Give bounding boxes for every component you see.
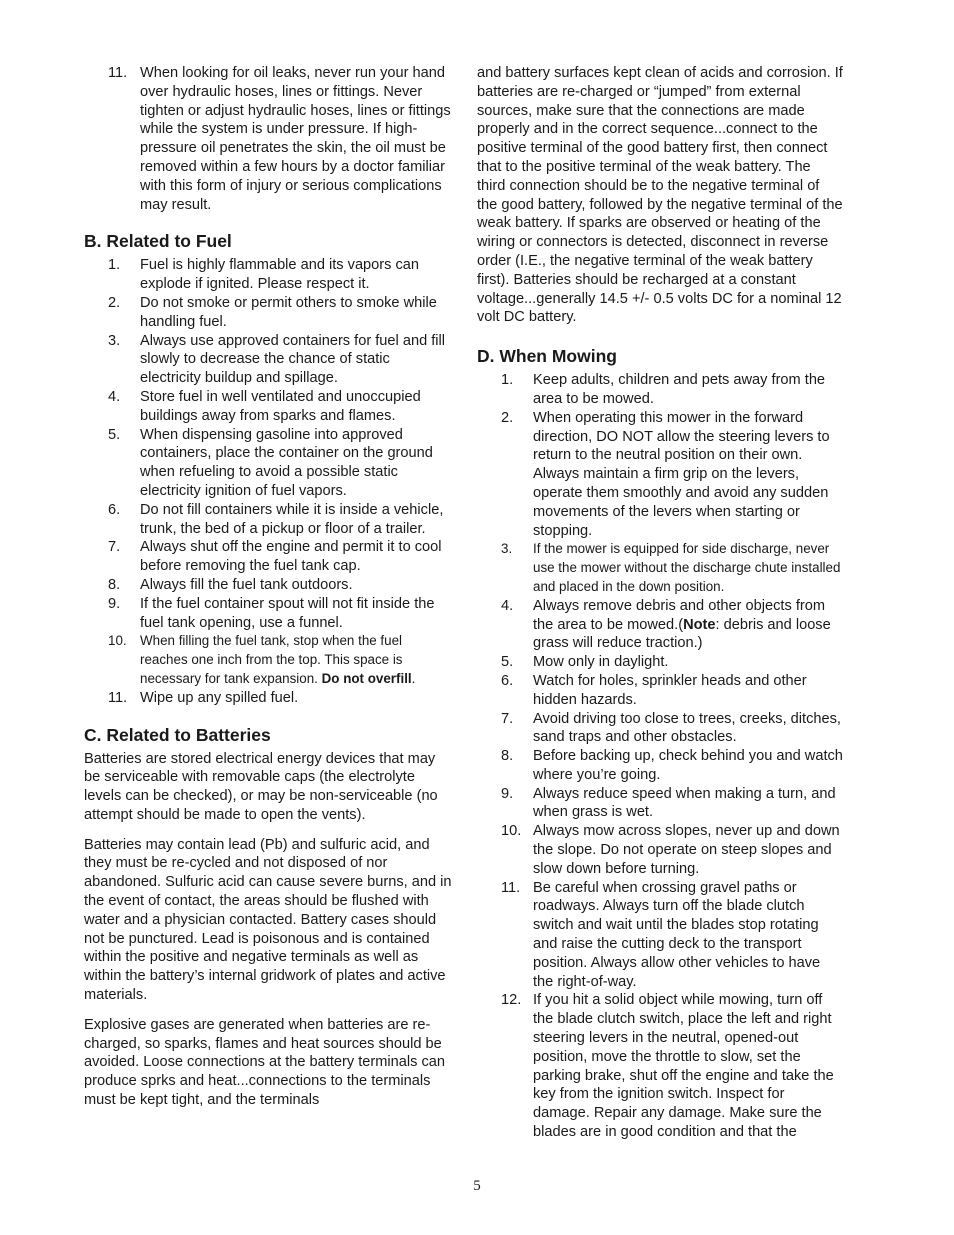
section-heading-mowing: D. When Mowing: [477, 346, 617, 367]
item-number: 8.: [108, 576, 121, 593]
item-text: Store fuel in well ventilated and unoccupied buildings away from sparks and flames.: [140, 388, 421, 424]
item-number: 6.: [108, 501, 121, 518]
batteries-paragraph-3: Explosive gases are generated when batteries are re-charged, so sparks, flames and heat sources should be avoided. Loose connections at the battery terminals can produce sprks and heat...connections to the terminals must be kept tight, and the terminals: [84, 1016, 446, 1109]
list-item: [84, 576, 452, 595]
batteries-paragraph-continued: and battery surfaces kept clean of acids and corrosion. If batteries are re-charged or “jumped” from external sources, make sure that the connections are made properly and in the correct sequence...connect to the positive terminal of the good battery first, then connect that to the positive terminal of the weak battery. The third connection should be to the negative terminal of the good battery, followed by the negative terminal of the weak battery. If sparks are observed or heating of the wiring or connectors is detected, disconnect in reverse order (I.E., the negative terminal of the weak battery first). Batteries should be recharged at a constant voltage...generally 14.5 +/- 0.5 volts DC for a nominal 12 volt DC battery.: [477, 65, 843, 326]
item-number: 7.: [501, 710, 514, 727]
list-item: [477, 672, 843, 710]
item-text: Always reduce speed when making a turn, and when grass is wet.: [533, 785, 836, 821]
batteries-paragraph-1: Batteries are stored electrical energy devices that may be serviceable with removable caps (the electrolyte levels can be checked), or may be non-serviceable (no attempt should be made to open the vents).: [84, 750, 438, 823]
item-number: 2.: [108, 294, 121, 311]
item-text: Avoid driving too close to trees, creeks, ditches, sand traps and other obstacles.: [533, 710, 841, 746]
item-text: If the fuel container spout will not fit inside the fuel tank opening, use a funnel.: [140, 595, 435, 631]
item-text: Before backing up, check behind you and watch where you’re going.: [533, 748, 843, 783]
list-item: [84, 294, 452, 332]
list-item: [84, 388, 452, 426]
item-text: Mow only in daylight.: [533, 654, 669, 671]
item-number: 11.: [108, 689, 128, 706]
item-text: [140, 633, 415, 686]
item-number: 7.: [108, 539, 121, 556]
oil-leak-list: [84, 64, 452, 214]
item-text: [533, 598, 831, 652]
item-text: When operating this mower in the forward direction, DO NOT allow the steering levers to return to the neutral position on their own. Always maintain a firm grip on the levers, operate them smoothly and avoid any sudden movements of the levers when starting or stopping.: [533, 409, 830, 539]
item-number: 1.: [108, 257, 121, 274]
section-heading-fuel: B. Related to Fuel: [84, 231, 232, 252]
item-text: Always shut off the engine and permit it to cool before removing the fuel tank cap.: [140, 539, 442, 575]
item-number: 11.: [501, 879, 521, 896]
list-item: [477, 991, 843, 1141]
list-item: [84, 64, 452, 214]
list-item: [84, 501, 452, 539]
list-item: [84, 332, 452, 388]
item-number: 9.: [108, 595, 121, 612]
item-text: When looking for oil leaks, never run your hand over hydraulic hoses, lines or fittings. Never tighten or adjust hydraulic hoses, lines or fittings while the system is under pressure. If high-pressure oil penetrates the skin, the oil must be removed within a few hours by a doctor familiar with this form of injury or serious complications may result.: [140, 65, 451, 213]
item-text: Always use approved containers for fuel and fill slowly to decrease the chance of static electricity buildup and spillage.: [140, 332, 446, 387]
item-text-main: When filling the fuel tank, stop when the fuel reaches one inch from the top. This space is necessary for tank expansion.: [140, 633, 403, 686]
item-number: 5.: [501, 654, 514, 671]
list-item: [477, 371, 843, 409]
list-item: [477, 653, 843, 672]
item-number: 9.: [501, 785, 514, 802]
item-number: 2.: [501, 409, 514, 426]
batteries-paragraph-2: Batteries may contain lead (Pb) and sulfuric acid, and they must be re-cycled and not disposed of nor abandoned. Sulfuric acid can cause severe burns, and in the event of contact, the areas should be flushed with water and a physician contacted. Battery cases should not be punctured. Lead is poisonous and is contained within the positive and negative terminals as well as within the battery’s internal gridwork of plates and active materials.: [84, 836, 452, 1004]
list-item: [477, 879, 843, 992]
right-column: [477, 64, 843, 1142]
item-text-bold: Do not overfill: [321, 670, 412, 686]
item-text: Always fill the fuel tank outdoors.: [140, 576, 353, 593]
page-number: 5: [473, 1178, 481, 1194]
item-text: Always mow across slopes, never up and down the slope. Do not operate on steep slopes and slow down before turning.: [533, 823, 840, 877]
item-text: Wipe up any spilled fuel.: [140, 689, 299, 706]
item-text: If you hit a solid object while mowing, turn off the blade clutch switch, place the left and right steering levers in the neutral, opened-out position, move the throttle to slow, set the parking brake, shut off the engine and take the key from the ignition switch. Inspect for damage. Repair any damage. Make sure the blades are in good condition and that the: [533, 992, 834, 1141]
left-column: [84, 64, 452, 1110]
list-item: [477, 747, 843, 785]
item-text-main: Always remove debris and other objects from the area to be mowed.(: [533, 597, 826, 633]
item-number: 4.: [501, 597, 514, 614]
item-number: 1.: [501, 372, 514, 389]
list-item: [477, 785, 843, 823]
item-number: 3.: [108, 332, 121, 349]
item-number: 10.: [108, 633, 127, 649]
item-number: 11.: [108, 65, 128, 81]
item-text-after: .: [411, 670, 416, 686]
item-text-after: : debris and loose grass will reduce traction.): [533, 616, 831, 652]
item-number: 6.: [501, 672, 514, 689]
fuel-list: [84, 256, 452, 707]
list-item: [84, 426, 452, 501]
item-number: 8.: [501, 748, 514, 765]
list-item: [477, 710, 843, 748]
list-item: [477, 540, 843, 596]
item-text-bold: Note: [683, 616, 716, 633]
list-item: [84, 632, 452, 688]
mowing-list: [477, 371, 843, 1142]
list-item: [84, 689, 452, 708]
list-item: [477, 597, 843, 653]
section-heading-batteries: C. Related to Batteries: [84, 724, 271, 745]
item-number: 3.: [501, 541, 513, 557]
item-text: Do not fill containers while it is inside a vehicle, trunk, the bed of a pickup or floor of a trailer.: [140, 501, 444, 537]
item-text: Watch for holes, sprinkler heads and other hidden hazards.: [533, 672, 807, 708]
item-number: 4.: [108, 388, 121, 405]
list-item: [477, 409, 843, 541]
item-text: When dispensing gasoline into approved containers, place the container on the ground when refueling to avoid a possible static electricity ignition of fuel vapors.: [140, 426, 433, 499]
list-item: [84, 538, 452, 576]
item-text: If the mower is equipped for side discharge, never use the mower without the discharge chute installed and placed in the down position.: [533, 541, 841, 594]
item-number: 10.: [501, 823, 522, 840]
list-item: [84, 595, 452, 633]
list-item: [84, 256, 452, 294]
item-text: Fuel is highly flammable and its vapors can explode if ignited. Please respect it.: [140, 257, 420, 293]
item-text: Keep adults, children and pets away from the area to be mowed.: [533, 372, 826, 407]
item-text: Do not smoke or permit others to smoke while handling fuel.: [140, 294, 437, 330]
item-number: 12.: [501, 992, 522, 1009]
list-item: [477, 822, 843, 878]
item-number: 5.: [108, 426, 121, 443]
item-text: Be careful when crossing gravel paths or roadways. Always turn off the blade clutch switch and wait until the blades stop rotating and raise the cutting deck to the transport position. Always allow other vehicles to have the right-of-way.: [533, 879, 821, 990]
